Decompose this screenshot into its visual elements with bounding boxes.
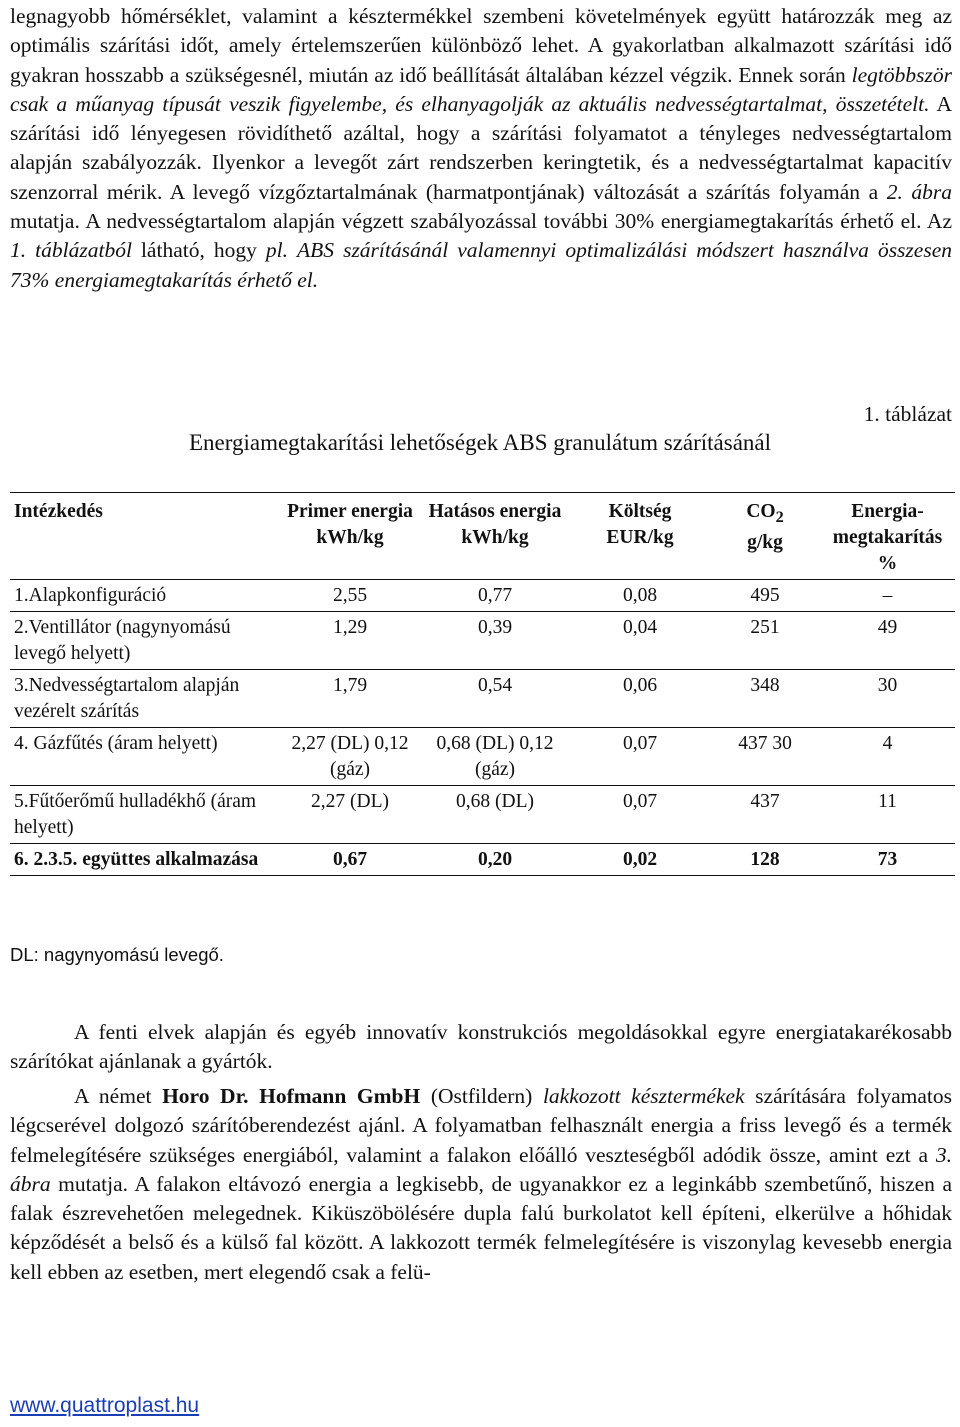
energy-savings-table <box>10 492 955 876</box>
figure-reference: 3. ábra <box>10 1142 952 1196</box>
italic-run: legtöbbször csak a műanyag típusát veszik figyelembe, és elhanyagolják az aktuális nedvességtartalmat, összetételt. <box>10 62 952 116</box>
cell-cost: 0,06 <box>622 675 658 696</box>
text-run: legnagyobb hőmérséklet, valamint a késztermékkel szembeni követelmények együtt határozzák meg az optimális szárítási időt, amely értelemszerűen különböző lehet. A gyakorlatban alkalmazott szárítási idő gyakran hosszabb a szükségesnél, miután az idő beállítását általában kézzel végzik. Ennek során <box>10 4 952 87</box>
header-primary-energy: Primer energia kWh/kg <box>287 501 413 548</box>
cell-effective: 0,39 <box>477 617 513 638</box>
cell-saving: 49 <box>877 617 898 638</box>
cell-measure: 1.Alapkonfiguráció <box>14 585 167 606</box>
cell-primary: 1,29 <box>332 617 368 638</box>
header-effective-energy: Hatásos energia kWh/kg <box>428 501 562 548</box>
table-row <box>10 728 955 786</box>
italic-run: ABS szárításánál valamennyi optimalizálási módszert használva összesen 73% energiamegtakarítás érhető el. <box>10 238 952 292</box>
cell-effective: 0,20 <box>477 849 513 870</box>
cell-primary: 0,67 <box>332 849 368 870</box>
cell-co2: 128 <box>750 849 780 870</box>
text-run: (Ostfildern) <box>420 1084 543 1108</box>
header-co2 <box>710 493 820 580</box>
cell-primary: 1,79 <box>332 675 368 696</box>
table-row-total <box>10 844 955 876</box>
cell-measure: 2.Ventillátor (nagynyomású levegő helyett) <box>14 617 231 664</box>
co2-subscript: 2 <box>775 507 784 526</box>
table-footnote: DL: nagynyomású levegő. <box>10 944 224 965</box>
text-run: A német <box>74 1084 163 1108</box>
text-run: mutatja. A falakon eltávozó energia a legkisebb, de ugyanakkor ez a leginkább szembetűnő, hiszen a falak észrevehetően melegednek. Kiküszöbölésére dupla falú burkolatot kell építeni, elkerülve a hőhidak képződését a belső és a külső fal között. A lakkozott termék felmelegítésére is viszonylag kevesebb energia kell ebben az esetben, mert elegendő csak a felü- <box>10 1171 952 1284</box>
table-row <box>10 786 955 844</box>
paragraph-horo <box>10 1082 952 1287</box>
cell-cost: 0,02 <box>622 849 658 870</box>
header-measure: Intézkedés <box>14 501 103 522</box>
cell-co2: 437 <box>750 791 780 812</box>
table-number: 1. táblázat <box>863 402 952 426</box>
table-row <box>10 580 955 612</box>
cell-primary: 2,27 (DL) <box>311 791 389 812</box>
table-reference: 1. táblázatból <box>10 238 132 263</box>
cell-cost: 0,07 <box>622 733 658 754</box>
cell-measure: 3.Nedvességtartalom alapján vezérelt szárítás <box>14 675 240 722</box>
italic-run: pl. <box>265 238 288 263</box>
header-saving: Energia-megtakarítás % <box>832 501 943 574</box>
cell-effective: 0,68 (DL) <box>456 791 534 812</box>
cell-cost: 0,07 <box>622 791 658 812</box>
cell-saving: 4 <box>882 733 893 754</box>
cell-saving: 11 <box>878 791 897 812</box>
header-cost: Költség EUR/kg <box>606 501 674 548</box>
cell-co2: 437 30 <box>738 733 792 754</box>
table-row <box>10 612 955 670</box>
text-run <box>288 238 297 262</box>
co2-label: CO <box>746 501 776 522</box>
cell-saving: 30 <box>877 675 898 696</box>
company-name: Horo Dr. Hofmann GmbH <box>162 1084 421 1108</box>
cell-saving: 73 <box>877 849 898 870</box>
cell-effective: 0,54 <box>477 675 513 696</box>
co2-unit: g/kg <box>747 531 783 553</box>
intro-paragraph <box>10 2 952 295</box>
website-link[interactable]: www.quattroplast.hu <box>10 1394 200 1417</box>
cell-co2: 251 <box>750 617 780 638</box>
figure-reference: 2. ábra <box>886 179 952 204</box>
cell-effective: 0,68 (DL) 0,12 (gáz) <box>436 733 554 780</box>
table-title: Energiamegtakarítási lehetőségek ABS granulátum szárításánál <box>188 430 772 455</box>
cell-co2: 348 <box>750 675 780 696</box>
cell-measure: 6. 2.3.5. együttes alkalmazása <box>14 849 259 870</box>
text-run: látható, hogy <box>131 238 266 263</box>
text-run: mutatja. A nedvességtartalom alapján végzett szabályozással további 30% energiamegtakarítás érhető el. Az <box>10 209 952 234</box>
cell-saving: – <box>882 585 893 606</box>
paragraph-manufacturers: A fenti elvek alapján és egyéb innovatív konstrukciós megoldásokkal egyre energiatakarékosabb szárítókat ajánlanak a gyártók. <box>10 1020 952 1074</box>
italic-run: lakkozott késztermékek <box>542 1084 745 1108</box>
table-row <box>10 670 955 728</box>
text-run: szárítására folyamatos légcserével dolgozó szárítóberendezést ajánl. A folyamatban felhasznált energia a friss levegő és a termék felmelegítésére szükséges energiából, valamint a falakon előálló veszteségből adódik össze, amint ezt a <box>10 1084 953 1167</box>
cell-co2: 495 <box>750 585 780 606</box>
text-run: A szárítási idő lényegesen rövidíthető azáltal, hogy a szárítási folyamatot a tényleges nedvességtartalom alapján szabályozzák. Ilyenkor a levegőt zárt rendszerben keringtetik, és a nedvességtartalmat kapacitív szenzorral mérik. A levegő vízgőztartalmának (harmatpontjának) változását a szárítás folyamán a <box>10 91 953 204</box>
cell-effective: 0,77 <box>477 585 513 606</box>
cell-cost: 0,04 <box>622 617 658 638</box>
cell-measure: 5.Fűtőerőmű hulladékhő (áram helyett) <box>14 791 257 838</box>
cell-cost: 0,08 <box>622 585 658 606</box>
cell-measure: 4. Gázfűtés (áram helyett) <box>14 733 218 754</box>
cell-primary: 2,27 (DL) 0,12 (gáz) <box>291 733 409 780</box>
table-header-row <box>10 493 955 580</box>
cell-primary: 2,55 <box>332 585 368 606</box>
